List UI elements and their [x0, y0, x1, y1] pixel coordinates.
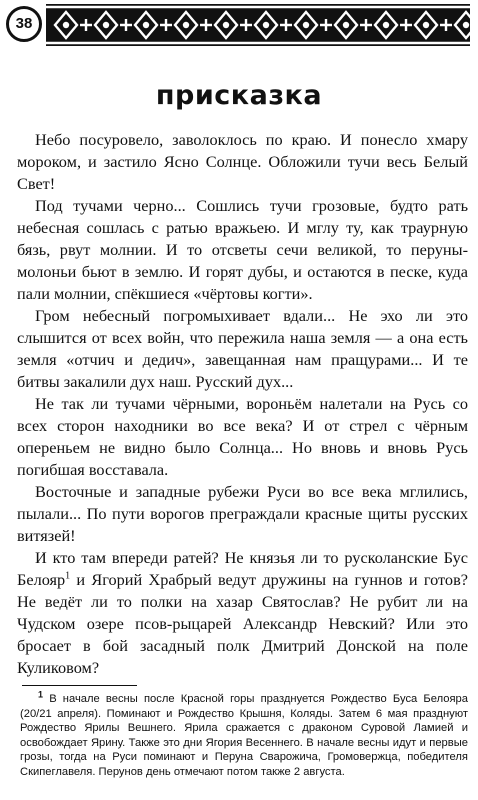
- paragraph: Под тучами черно... Сошлись тучи грозовые, будто рать небесная сошлась с ратью вражьею. И мглу ту, как траурную бязь, рвут молнии. И то отсветы сечи великой, то перуны-молоньи бьют в землю. И горят дубы, и остаются в песке, куда пали молнии, спёкшиеся «чёртовы когти».: [17, 196, 468, 303]
- page-header: [0, 0, 478, 58]
- paragraph: Восточные и западные рубежи Руси во все века мглились, пылали... По пути ворогов преграждали красные щиты русских витязей!: [17, 482, 468, 545]
- footnote: [20, 689, 468, 780]
- paragraph: [17, 547, 468, 679]
- page-number: 38: [6, 6, 42, 42]
- footnote-marker: 1: [38, 689, 44, 700]
- paragraph-text: и Ягорий Храбрый ведут дружины на гуннов и готов? Не ведёт ли то полки на хазар Святослав? Не рубит ли на Чудском озере псов-рыцарей Александр Невский? Или это бросает в бой засадный полк Дмитрий Донской на поле Куликовом?: [17, 570, 468, 677]
- paragraph: Не так ли тучами чёрными, вороньём налетали на Русь со всех сторон находники во все века? И от стрел с чёрным опереньем не видно было Солнца... Но вновь и вновь Русь погибшая восставала.: [17, 394, 468, 479]
- chapter-title: присказка: [155, 80, 323, 111]
- paragraph-text: И кто там впереди ратей? Не князья ли то русколанские Бус Белояр: [17, 548, 468, 589]
- main-text: [17, 129, 468, 679]
- folk-pattern-border-icon: [46, 4, 470, 46]
- paragraph: Небо посуровело, заволоклось по краю. И понесло хмару мороком, и застило Ясно Солнце. Обложили тучи весь Белый Свет!: [17, 130, 468, 193]
- paragraph: Гром небесный погромыхивает вдали... Не эхо ли это слышится от всех войн, что пережила наша земля — а она есть земля «отчич и дедич», завещанная нам пращурами... И те битвы закалили дух наш. Русский дух...: [17, 306, 468, 391]
- footnote-divider: [22, 685, 137, 686]
- footnote-text: В начале весны после Красной горы празднуется Рождество Буса Белояра (20/21 апреля). Поминают и Рождество Крышня, Коляды. Затем 6 мая празднуют Рождество Ярилы Вешнего. Ярила сражается с драконом Суровой Ламией и освобождает Ярину. Также это дни Ягория Весеннего. В начале весны идут и первые грозы, тогда на Руси поминают и Перуна Сварожича, Громовержца, победителя Скипеглавеля. Перунов день отмечают потом также 2 августа.: [20, 693, 468, 778]
- footnote-reference: 1: [65, 570, 71, 582]
